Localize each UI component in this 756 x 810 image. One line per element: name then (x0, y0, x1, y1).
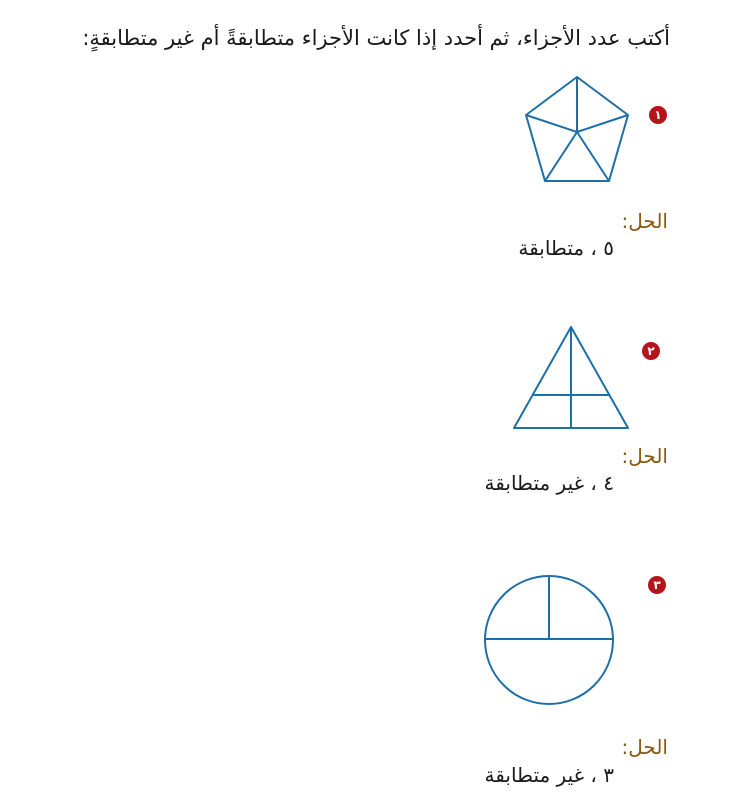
instruction-text: أكتب عدد الأجزاء، ثم أحدد إذا كانت الأجزاء متطابقةً أم غير متطابقةٍ: (82, 26, 670, 50)
pentagon-divider-3 (577, 132, 609, 181)
exercise-1-pentagon-figure (522, 74, 632, 184)
pentagon-divider-2 (577, 115, 628, 132)
exercise-2-triangle-figure (511, 324, 631, 432)
pentagon-divider-4 (545, 132, 577, 181)
exercise-1-solution-label: الحل: (621, 209, 668, 233)
exercise-2-number-badge: ٢ (642, 342, 660, 360)
exercise-2-answer: ٤ ، غير متطابقة (484, 471, 614, 495)
exercise-3-number-badge: ٣ (648, 576, 666, 594)
exercise-3-answer: ٣ ، غير متطابقة (484, 763, 614, 787)
exercise-1-number-badge: ١ (649, 106, 667, 124)
pentagon-divider-5 (526, 115, 577, 132)
exercise-2-solution-label: الحل: (621, 444, 668, 468)
exercise-1-answer: ٥ ، متطابقة (518, 236, 614, 260)
exercise-3-solution-label: الحل: (621, 735, 668, 759)
exercise-3-circle-figure (482, 573, 616, 707)
